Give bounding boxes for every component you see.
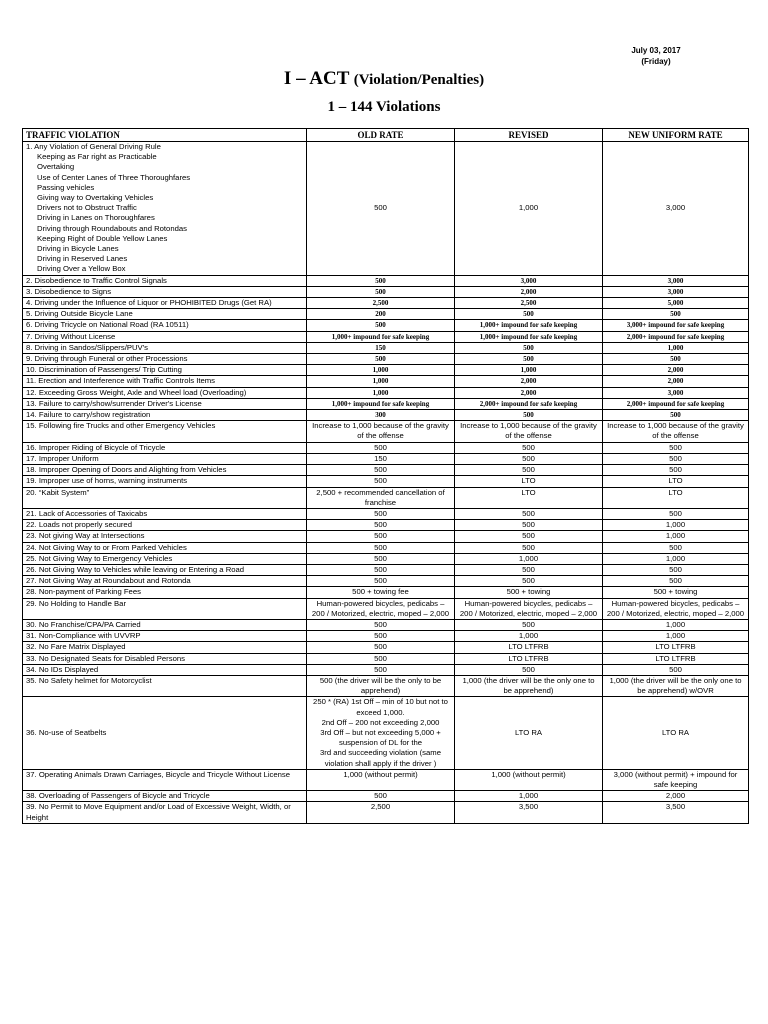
- violation-line: Giving way to Overtaking Vehicles: [37, 193, 154, 203]
- revised-cell: 500: [455, 619, 603, 630]
- new-rate-cell: LTO RA: [603, 697, 749, 769]
- old-rate-cell: 500: [307, 791, 455, 802]
- revised-cell: 500: [455, 465, 603, 476]
- violation-cell: 38. Overloading of Passengers of Bicycle and Tricycle: [23, 791, 307, 802]
- date-line: July 03, 2017: [631, 46, 681, 55]
- new-rate-cell: LTO LTFRB: [603, 642, 749, 653]
- old-rate-cell: 500: [307, 642, 455, 653]
- revised-cell: 500 + towing: [455, 587, 603, 598]
- new-rate-cell: 2,000: [603, 376, 749, 387]
- new-rate-cell: 500 + towing: [603, 587, 749, 598]
- violation-line: Use of Center Lanes of Three Thoroughfares: [37, 172, 191, 182]
- old-rate-cell: 1,000: [307, 376, 455, 387]
- revised-cell: 500: [455, 531, 603, 542]
- table-header-row: [23, 129, 749, 142]
- new-rate-cell: 1,000: [603, 553, 749, 564]
- revised-cell: 1,000: [455, 142, 603, 276]
- violation-cell: 19. Improper use of horns, warning instruments: [23, 476, 307, 487]
- violation-line: Driving in Bicycle Lanes: [37, 244, 119, 254]
- new-rate-cell: 1,000: [603, 619, 749, 630]
- violation-cell: 33. No Designated Seats for Disabled Persons: [23, 653, 307, 664]
- old-rate-cell: 500: [307, 320, 455, 331]
- old-rate-cell: 500: [307, 576, 455, 587]
- violation-cell: 5. Driving Outside Bicycle Lane: [23, 309, 307, 320]
- old-rate-cell: 150: [307, 342, 455, 353]
- new-rate-cell: Human-powered bicycles, pedicabs – 200 / Motorized, electric, moped – 2,000: [603, 598, 749, 619]
- revised-cell: 500: [455, 453, 603, 464]
- violation-line: Overtaking: [37, 162, 75, 172]
- new-rate-cell: 500: [603, 664, 749, 675]
- table-row: [23, 619, 749, 630]
- revised-cell: Human-powered bicycles, pedicabs – 200 / Motorized, electric, moped – 2,000: [455, 598, 603, 619]
- old-rate-cell: Human-powered bicycles, pedicabs – 200 / Motorized, electric, moped – 2,000: [307, 598, 455, 619]
- revised-cell: 500: [455, 309, 603, 320]
- old-rate-cell: 200: [307, 309, 455, 320]
- new-rate-cell: 2,000: [603, 365, 749, 376]
- new-rate-cell: 1,000: [603, 342, 749, 353]
- new-rate-cell: 1,000: [603, 631, 749, 642]
- document-title: [0, 68, 768, 90]
- new-rate-cell: 500: [603, 453, 749, 464]
- old-rate-cell: 1,000 (without permit): [307, 769, 455, 790]
- violation-cell: 39. No Permit to Move Equipment and/or Load of Excessive Weight, Width, or Height: [23, 802, 307, 823]
- violation-line: Drivers not to Obstruct Traffic: [37, 203, 137, 213]
- new-rate-cell: 500: [603, 442, 749, 453]
- violation-cell: 6. Driving Tricycle on National Road (RA 10511): [23, 320, 307, 331]
- old-rate-cell: 500: [307, 542, 455, 553]
- new-rate-cell: 500: [603, 465, 749, 476]
- new-rate-cell: 1,000: [603, 520, 749, 531]
- violation-cell: 36. No-use of Seatbelts: [23, 697, 307, 769]
- revised-cell: LTO LTFRB: [455, 642, 603, 653]
- revised-cell: 3,500: [455, 802, 603, 823]
- table-row: [23, 331, 749, 342]
- violation-cell: 15. Following fire Trucks and other Emergency Vehicles: [23, 421, 307, 442]
- violation-cell: [23, 142, 307, 276]
- document-subtitle: 1 – 144 Violations: [327, 99, 441, 115]
- old-rate-cell: 500: [307, 664, 455, 675]
- table-row: [23, 142, 749, 276]
- violation-line: Keeping Right of Double Yellow Lanes: [37, 233, 168, 243]
- violation-cell: 21. Lack of Accessories of Taxicabs: [23, 508, 307, 519]
- old-rate-cell: 500: [307, 553, 455, 564]
- violation-cell: 9. Driving through Funeral or other Processions: [23, 354, 307, 365]
- table-row: [23, 487, 749, 508]
- table-row: [23, 587, 749, 598]
- revised-cell: 500: [455, 354, 603, 365]
- violation-cell: 13. Failure to carry/show/surrender Driver's License: [23, 398, 307, 409]
- revised-cell: 3,000: [455, 275, 603, 286]
- new-rate-cell: 3,000: [603, 286, 749, 297]
- old-rate-cell: 2,500: [307, 802, 455, 823]
- old-rate-cell: 500: [307, 631, 455, 642]
- new-rate-cell: 500: [603, 542, 749, 553]
- revised-cell: 500: [455, 342, 603, 353]
- violation-cell: 25. Not Giving Way to Emergency Vehicles: [23, 553, 307, 564]
- table-row: [23, 642, 749, 653]
- column-header-violation: TRAFFIC VIOLATION: [23, 129, 307, 142]
- new-rate-cell: 3,000: [603, 387, 749, 398]
- new-rate-cell: 500: [603, 309, 749, 320]
- revised-cell: 1,000: [455, 365, 603, 376]
- table-row: [23, 631, 749, 642]
- old-rate-cell: 1,000+ impound for safe keeping: [307, 331, 455, 342]
- revised-cell: 500: [455, 564, 603, 575]
- old-rate-line: 3rd Off – but not exceeding 5,000 + suspension of DL for the: [320, 727, 441, 748]
- violation-cell: 37. Operating Animals Drawn Carriages, Bicycle and Tricycle Without License: [23, 769, 307, 790]
- violation-cell: 22. Loads not properly secured: [23, 520, 307, 531]
- table-row: [23, 653, 749, 664]
- new-rate-cell: LTO LTFRB: [603, 653, 749, 664]
- day-line: (Friday): [641, 57, 671, 66]
- violation-cell: 3. Disobedience to Signs: [23, 286, 307, 297]
- new-rate-cell: 3,000 (without permit) + impound for safe keeping: [603, 769, 749, 790]
- violations-table: [22, 128, 749, 824]
- revised-cell: 500: [455, 508, 603, 519]
- table-row: [23, 286, 749, 297]
- old-rate-cell: 500: [307, 653, 455, 664]
- table-row: [23, 531, 749, 542]
- table-row: [23, 520, 749, 531]
- table-row: [23, 802, 749, 823]
- violation-cell: 20. “Kabit System”: [23, 487, 307, 508]
- violation-cell: 11. Erection and Interference with Traffic Controls Items: [23, 376, 307, 387]
- revised-cell: 1,000+ impound for safe keeping: [455, 331, 603, 342]
- document-date: [600, 45, 712, 67]
- table-row: [23, 664, 749, 675]
- old-rate-line: 2nd Off – 200 not exceeding 2,000: [321, 717, 440, 727]
- table-row: [23, 675, 749, 696]
- table-row: [23, 697, 749, 769]
- violation-cell: 23. Not giving Way at Intersections: [23, 531, 307, 542]
- column-header-revised: REVISED: [455, 129, 603, 142]
- old-rate-cell: 500: [307, 564, 455, 575]
- revised-cell: 2,500: [455, 298, 603, 309]
- new-rate-cell: 3,000: [603, 275, 749, 286]
- new-rate-cell: 2,000: [603, 791, 749, 802]
- old-rate-line: 3rd and succeeding violation (same violation shall apply if the driver ): [320, 748, 441, 768]
- revised-cell: 500: [455, 576, 603, 587]
- table-row: [23, 442, 749, 453]
- new-rate-cell: Increase to 1,000 because of the gravity of the offense: [603, 421, 749, 442]
- table-row: [23, 354, 749, 365]
- table-row: [23, 298, 749, 309]
- title-main: I – ACT: [283, 68, 354, 89]
- old-rate-line: 250 * (RA) 1st Off – min of 10 but not to exceed 1,000.: [313, 697, 448, 717]
- column-header-new-uniform-rate: NEW UNIFORM RATE: [603, 129, 749, 142]
- title-paren: (Violation/Penalties): [353, 72, 485, 88]
- violation-cell: 27. Not Giving Way at Roundabout and Rotonda: [23, 576, 307, 587]
- table-row: [23, 576, 749, 587]
- violation-cell: 24. Not Giving Way to or From Parked Vehicles: [23, 542, 307, 553]
- violation-cell: 28. Non-payment of Parking Fees: [23, 587, 307, 598]
- table-row: [23, 791, 749, 802]
- revised-cell: 1,000: [455, 791, 603, 802]
- table-row: [23, 553, 749, 564]
- revised-cell: 1,000: [455, 553, 603, 564]
- new-rate-cell: 1,000: [603, 531, 749, 542]
- revised-cell: 500: [455, 410, 603, 421]
- new-rate-cell: 3,000: [603, 142, 749, 276]
- old-rate-cell: 500: [307, 442, 455, 453]
- revised-cell: 2,000: [455, 286, 603, 297]
- violation-cell: 10. Discrimination of Passengers/ Trip Cutting: [23, 365, 307, 376]
- old-rate-cell: Increase to 1,000 because of the gravity of the offense: [307, 421, 455, 442]
- table-row: [23, 342, 749, 353]
- violation-cell: 7. Driving Without License: [23, 331, 307, 342]
- old-rate-cell: 500: [307, 619, 455, 630]
- table-row: [23, 376, 749, 387]
- new-rate-cell: 500: [603, 564, 749, 575]
- new-rate-cell: LTO: [603, 487, 749, 508]
- old-rate-cell: 1,000: [307, 387, 455, 398]
- violation-line: Driving through Roundabouts and Rotondas: [37, 223, 188, 233]
- old-rate-cell: 300: [307, 410, 455, 421]
- column-header-old-rate: OLD RATE: [307, 129, 455, 142]
- table-row: [23, 309, 749, 320]
- new-rate-cell: 2,000+ impound for safe keeping: [603, 331, 749, 342]
- violation-cell: 32. No Fare Matrix Displayed: [23, 642, 307, 653]
- violation-cell: 14. Failure to carry/show registration: [23, 410, 307, 421]
- table-row: [23, 387, 749, 398]
- old-rate-cell: 500: [307, 286, 455, 297]
- violation-cell: 12. Exceeding Gross Weight, Axle and Wheel load (Overloading): [23, 387, 307, 398]
- old-rate-cell: 500 (the driver will be the only to be apprehend): [307, 675, 455, 696]
- old-rate-cell: 500 + towing fee: [307, 587, 455, 598]
- revised-cell: LTO LTFRB: [455, 653, 603, 664]
- violation-cell: 4. Driving under the Influence of Liquor or PHOHIBITED Drugs (Get RA): [23, 298, 307, 309]
- violation-cell: 8. Driving in Sandos/Slippers/PUV's: [23, 342, 307, 353]
- old-rate-cell: 1,000+ impound for safe keeping: [307, 398, 455, 409]
- table-row: [23, 769, 749, 790]
- violation-cell: 34. No IDs Displayed: [23, 664, 307, 675]
- revised-cell: 2,000+ impound for safe keeping: [455, 398, 603, 409]
- table-row: [23, 365, 749, 376]
- old-rate-cell: [307, 697, 455, 769]
- table-row: [23, 598, 749, 619]
- revised-cell: LTO: [455, 476, 603, 487]
- violation-cell: 35. No Safety helmet for Motorcyclist: [23, 675, 307, 696]
- violation-cell: 26. Not Giving Way to Vehicles while leaving or Entering a Road: [23, 564, 307, 575]
- table-row: [23, 542, 749, 553]
- old-rate-cell: 500: [307, 531, 455, 542]
- revised-cell: 500: [455, 664, 603, 675]
- table-row: [23, 453, 749, 464]
- old-rate-cell: 500: [307, 508, 455, 519]
- violation-line: Keeping as Far right as Practicable: [37, 152, 157, 162]
- old-rate-cell: 2,500: [307, 298, 455, 309]
- revised-cell: 2,000: [455, 387, 603, 398]
- revised-cell: LTO RA: [455, 697, 603, 769]
- revised-cell: 1,000: [455, 631, 603, 642]
- violation-cell: 18. Improper Opening of Doors and Alighting from Vehicles: [23, 465, 307, 476]
- violation-cell: 2. Disobedience to Traffic Control Signals: [23, 275, 307, 286]
- violation-line: Driving Over a Yellow Box: [37, 264, 126, 274]
- revised-cell: Increase to 1,000 because of the gravity of the offense: [455, 421, 603, 442]
- revised-cell: 500: [455, 542, 603, 553]
- table-row: [23, 275, 749, 286]
- violation-cell: 30. No Franchise/CPA/PA Carried: [23, 619, 307, 630]
- revised-cell: 1,000 (without permit): [455, 769, 603, 790]
- new-rate-cell: LTO: [603, 476, 749, 487]
- revised-cell: 1,000 (the driver will be the only one to be apprehend): [455, 675, 603, 696]
- new-rate-cell: 1,000 (the driver will be the only one to be apprehend) w/OVR: [603, 675, 749, 696]
- old-rate-cell: 500: [307, 465, 455, 476]
- new-rate-cell: 3,500: [603, 802, 749, 823]
- new-rate-cell: 2,000+ impound for safe keeping: [603, 398, 749, 409]
- new-rate-cell: 500: [603, 576, 749, 587]
- table-row: [23, 508, 749, 519]
- table-row: [23, 421, 749, 442]
- table-row: [23, 564, 749, 575]
- violation-cell: 31. Non-Compliance with UVVRP: [23, 631, 307, 642]
- violation-cell: 29. No Holding to Handle Bar: [23, 598, 307, 619]
- table-row: [23, 476, 749, 487]
- violation-line: Driving in Reserved Lanes: [37, 254, 128, 264]
- revised-cell: 500: [455, 442, 603, 453]
- table-row: [23, 320, 749, 331]
- violation-line: Driving in Lanes on Thoroughfares: [37, 213, 155, 223]
- old-rate-cell: 500: [307, 142, 455, 276]
- revised-cell: LTO: [455, 487, 603, 508]
- old-rate-cell: 2,500 + recommended cancellation of franchise: [307, 487, 455, 508]
- table-row: [23, 465, 749, 476]
- old-rate-cell: 150: [307, 453, 455, 464]
- old-rate-cell: 500: [307, 354, 455, 365]
- old-rate-cell: 1,000: [307, 365, 455, 376]
- revised-cell: 1,000+ impound for safe keeping: [455, 320, 603, 331]
- new-rate-cell: 500: [603, 410, 749, 421]
- violation-cell: 16. Improper Riding of Bicycle of Tricycle: [23, 442, 307, 453]
- new-rate-cell: 500: [603, 508, 749, 519]
- table-row: [23, 398, 749, 409]
- new-rate-cell: 5,000: [603, 298, 749, 309]
- revised-cell: 500: [455, 520, 603, 531]
- violation-line: 1. Any Violation of General Driving Rule: [26, 142, 161, 151]
- new-rate-cell: 3,000+ impound for safe keeping: [603, 320, 749, 331]
- new-rate-cell: 500: [603, 354, 749, 365]
- table-row: [23, 410, 749, 421]
- old-rate-cell: 500: [307, 520, 455, 531]
- violation-line: Passing vehicles: [37, 182, 95, 192]
- old-rate-cell: 500: [307, 275, 455, 286]
- old-rate-cell: 500: [307, 476, 455, 487]
- violation-cell: 17. Improper Uniform: [23, 453, 307, 464]
- revised-cell: 2,000: [455, 376, 603, 387]
